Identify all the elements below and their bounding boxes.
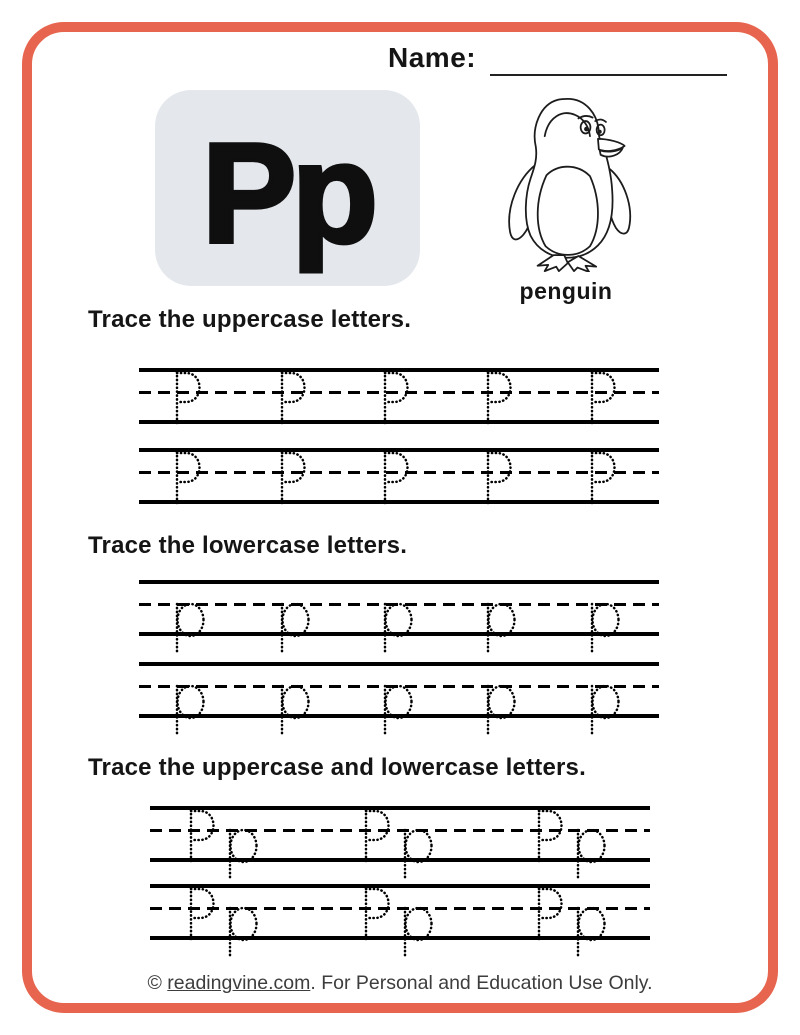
trace-row[interactable] (150, 884, 650, 940)
trace-rows-uppercase (139, 368, 659, 504)
trace-letter-p (586, 664, 626, 735)
section-heading-mixed: Trace the uppercase and lowercase letters. (88, 754, 586, 781)
trace-letter-P (586, 370, 626, 426)
section-heading-uppercase: Trace the uppercase letters. (88, 306, 412, 333)
letter-card (155, 90, 420, 286)
trace-letter-p (482, 664, 522, 735)
trace-letter-P (379, 450, 419, 506)
name-label: Name: (388, 42, 477, 73)
trace-row[interactable] (139, 368, 659, 424)
trace-letter-p (379, 664, 419, 735)
trace-letter-P (276, 450, 316, 506)
trace-letter-P (379, 370, 419, 426)
trace-letter-p (171, 664, 211, 735)
trace-letter-p (379, 582, 419, 653)
trace-letter-P (276, 370, 316, 426)
trace-letter-p (276, 582, 316, 653)
footer-copyright: © (147, 972, 168, 994)
trace-letter-P (482, 370, 522, 426)
penguin-left-foot (538, 255, 568, 271)
trace-letter-pair (360, 808, 440, 879)
letter-card-text: Pp (201, 114, 374, 273)
trace-row[interactable] (150, 806, 650, 862)
trace-letter-p (586, 582, 626, 653)
trace-letter-P (482, 450, 522, 506)
trace-row[interactable] (139, 580, 659, 636)
trace-letter-p (276, 664, 316, 735)
name-input-line[interactable] (490, 74, 727, 76)
penguin-icon (482, 90, 650, 272)
footer (0, 972, 800, 995)
trace-letter-P (171, 370, 211, 426)
penguin-body (526, 99, 613, 258)
trace-letter-pair (360, 886, 440, 957)
footer-rest: . For Personal and Education Use Only. (310, 972, 653, 994)
footer-link[interactable]: readingvine.com (167, 972, 311, 994)
trace-rows-lowercase (139, 580, 659, 718)
trace-letter-pair (533, 808, 613, 879)
section-heading-lowercase: Trace the lowercase letters. (88, 532, 408, 559)
trace-letter-pair (533, 886, 613, 957)
trace-rows-mixed (150, 806, 650, 940)
trace-row[interactable] (139, 662, 659, 718)
trace-row[interactable] (139, 448, 659, 504)
trace-letter-p (171, 582, 211, 653)
trace-letter-P (171, 450, 211, 506)
trace-letter-pair (185, 886, 265, 957)
vocab-word: penguin (519, 278, 613, 304)
trace-letter-pair (185, 808, 265, 879)
trace-letter-p (482, 582, 522, 653)
trace-letter-P (586, 450, 626, 506)
